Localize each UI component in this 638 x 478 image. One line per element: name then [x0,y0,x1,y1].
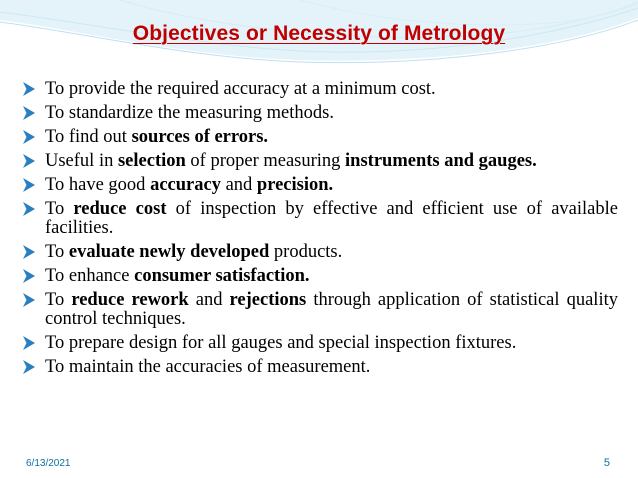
bullet-bold-segment: selection [117,151,186,171]
bullet-text [45,103,334,123]
bullet-segment: To provide the required accuracy at a minimum cost. [45,79,436,99]
arrow-check-bullet-icon [23,245,35,259]
bullet-text [45,175,333,195]
bullet-bold-segment: reduce rework [71,290,189,310]
bullet-item [22,291,618,329]
bullet-text [45,242,342,262]
arrow-check-bullet-icon [23,154,35,168]
footer-date: 6/13/2021 [26,458,71,469]
bullet-bold-segment: precision. [256,175,334,195]
bullet-item [22,128,618,147]
bullet-bold-segment: sources of errors. [131,127,269,147]
bullet-text [45,127,268,147]
bullet-item [22,104,618,123]
bullet-bold-segment: consumer satisfaction. [134,266,310,286]
bullet-item [22,152,618,171]
bullet-segment: To maintain the accuracies of measurement. [45,357,371,377]
bullet-bold-segment: accuracy [150,175,221,195]
arrow-check-bullet-icon [23,202,35,216]
bullet-bold-segment: evaluate newly developed [68,242,270,262]
arrow-check-bullet-icon [23,130,35,144]
arrow-check-bullet-icon [23,178,35,192]
bullet-bold-segment: rejections [229,290,307,310]
bullet-text [45,151,537,171]
bullet-segment: Useful in [45,151,118,171]
arrow-check-bullet-icon [23,82,35,96]
bullet-segment: products. [269,242,343,262]
bullet-item [22,200,618,238]
bullet-segment: To [45,290,72,310]
arrow-check-bullet-icon [23,106,35,120]
slide-title: Objectives or Necessity of Metrology [132,22,506,45]
bullet-item [22,334,618,353]
bullet-segment: through application of statistical quality control techniques. [45,290,618,329]
bullet-list [22,80,618,382]
bullet-text [45,79,436,99]
bullet-segment: To [45,199,74,219]
bullet-segment: To prepare design for all gauges and special inspection fixtures. [45,333,517,353]
footer-page-number: 5 [603,457,610,469]
arrow-check-bullet-icon [23,360,35,374]
bullet-item [22,267,618,286]
bullet-segment: To enhance [45,266,135,286]
bullet-segment: and [188,290,230,310]
arrow-check-bullet-icon [23,336,35,350]
arrow-check-bullet-icon [23,269,35,283]
bullet-segment: To find out [45,127,132,147]
bullet-bold-segment: instruments and gauges. [345,151,537,171]
bullet-item [22,358,618,377]
bullet-segment: and [220,175,257,195]
bullet-text [45,266,310,286]
bullet-text [45,357,370,377]
title-container [0,22,638,46]
bullet-item [22,80,618,99]
bullet-bold-segment: reduce cost [73,199,167,219]
bullet-item [22,243,618,262]
bullet-text [45,199,618,238]
bullet-segment: of proper measuring [185,151,346,171]
bullet-segment: of inspection by effective and efficient use of available facilities. [45,199,618,238]
bullet-segment: To [45,242,69,262]
arrow-check-bullet-icon [23,293,35,307]
bullet-segment: To have good [45,175,151,195]
bullet-text [45,290,618,329]
bullet-text [45,333,516,353]
bullet-segment: To standardize the measuring methods. [45,103,334,123]
bullet-item [22,176,618,195]
